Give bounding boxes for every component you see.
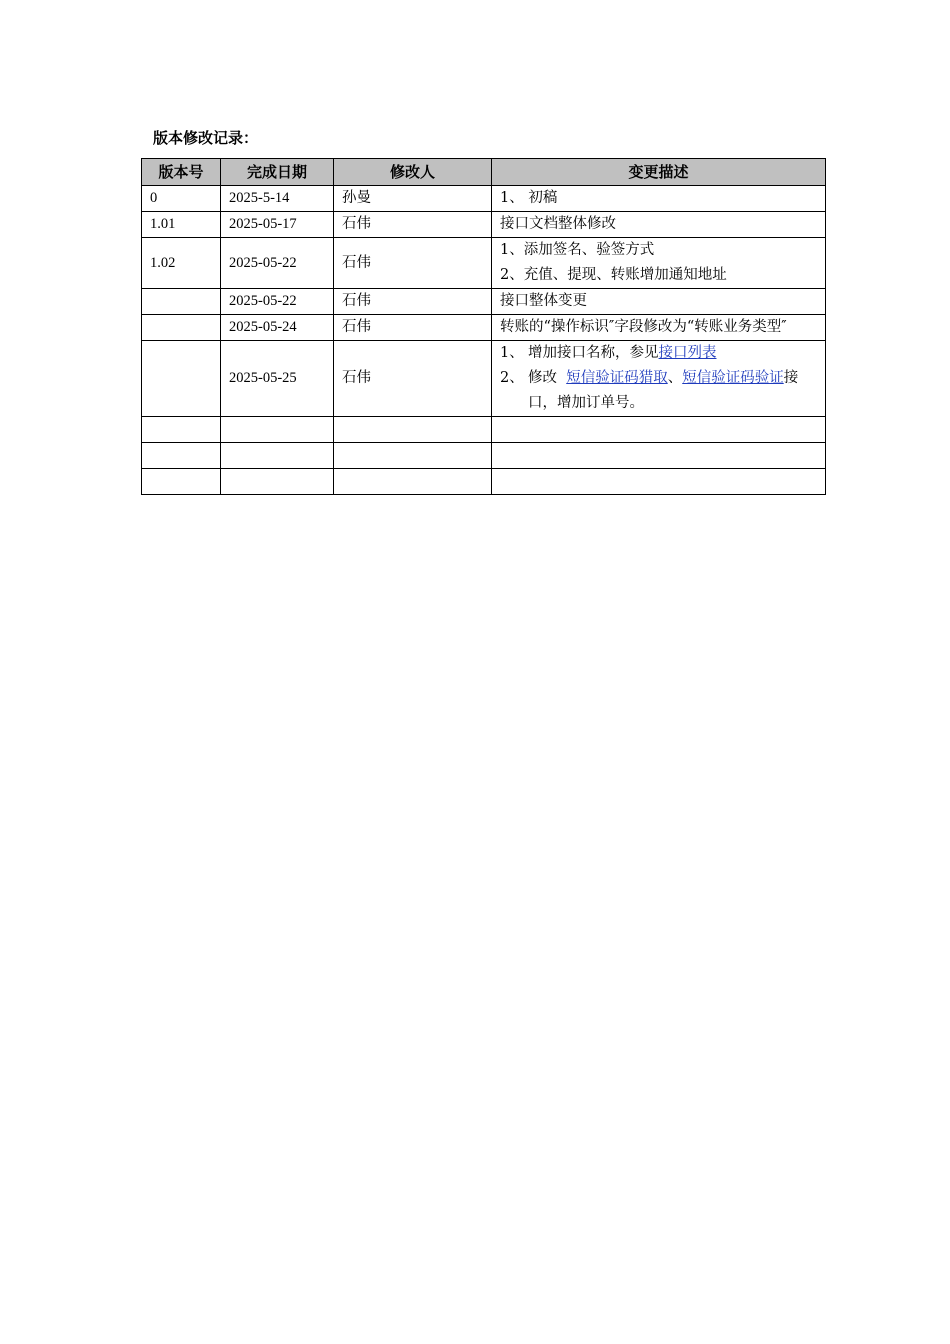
cell-version: 1.02 [142,238,221,289]
cell-version [142,443,221,469]
revision-heading: 版本修改记录： [153,129,259,147]
cell-description: 转账的“操作标识″字段修改为“转账业务类型″ [492,315,826,341]
cell-author: 孙曼 [334,186,492,212]
cell-version [142,341,221,417]
item-text: 修改 [528,370,557,386]
item-number: 2、 [500,370,524,386]
cell-description: 1、 初稿 [492,186,826,212]
header-description: 变更描述 [492,159,826,186]
description-line: 2、充值、提现、转账增加通知地址 [500,267,727,283]
cell-author: 石伟 [334,341,492,417]
cell-date [221,469,334,495]
item-text: 增加接口名称，参见 [528,345,659,361]
cell-author [334,417,492,443]
link-sms-code-verify[interactable]: 短信验证码验证 [682,370,784,386]
cell-author: 石伟 [334,315,492,341]
description-item-1 [500,341,817,366]
cell-date: 2025-05-17 [221,212,334,238]
cell-date [221,417,334,443]
item-number: 1、 [500,345,524,361]
cell-version [142,469,221,495]
item-separator: 、 [667,370,683,386]
header-version: 版本号 [142,159,221,186]
cell-description [492,238,826,289]
table-row-empty [142,469,826,495]
cell-version: 0 [142,186,221,212]
table-row-empty [142,443,826,469]
header-author: 修改人 [334,159,492,186]
cell-author: 石伟 [334,212,492,238]
table-row-empty [142,417,826,443]
cell-date: 2025-05-24 [221,315,334,341]
description-item-2 [500,366,817,416]
cell-author [334,443,492,469]
table-row [142,289,826,315]
cell-version [142,417,221,443]
table-header-row [142,159,826,186]
cell-date [221,443,334,469]
cell-date: 2025-05-25 [221,341,334,417]
cell-description [492,443,826,469]
table-row [142,238,826,289]
cell-version [142,289,221,315]
header-date: 完成日期 [221,159,334,186]
link-interface-list[interactable]: 接口列表 [658,345,717,361]
table-row [142,341,826,417]
cell-date: 2025-5-14 [221,186,334,212]
item-tail: 接口，增加订单号。 [528,370,799,411]
table-row [142,315,826,341]
cell-author: 石伟 [334,289,492,315]
table-row [142,212,826,238]
cell-version: 1.01 [142,212,221,238]
cell-description [492,417,826,443]
cell-description [492,469,826,495]
cell-description: 接口整体变更 [492,289,826,315]
description-line: 1、添加签名、验签方式 [500,242,655,258]
cell-description: 接口文档整体修改 [492,212,826,238]
cell-version [142,315,221,341]
cell-description [492,341,826,417]
cell-date: 2025-05-22 [221,289,334,315]
revision-table [141,158,826,495]
cell-author [334,469,492,495]
cell-author: 石伟 [334,238,492,289]
table-row [142,186,826,212]
link-sms-code-fetch[interactable]: 短信验证码猎取 [566,370,668,386]
cell-date: 2025-05-22 [221,238,334,289]
